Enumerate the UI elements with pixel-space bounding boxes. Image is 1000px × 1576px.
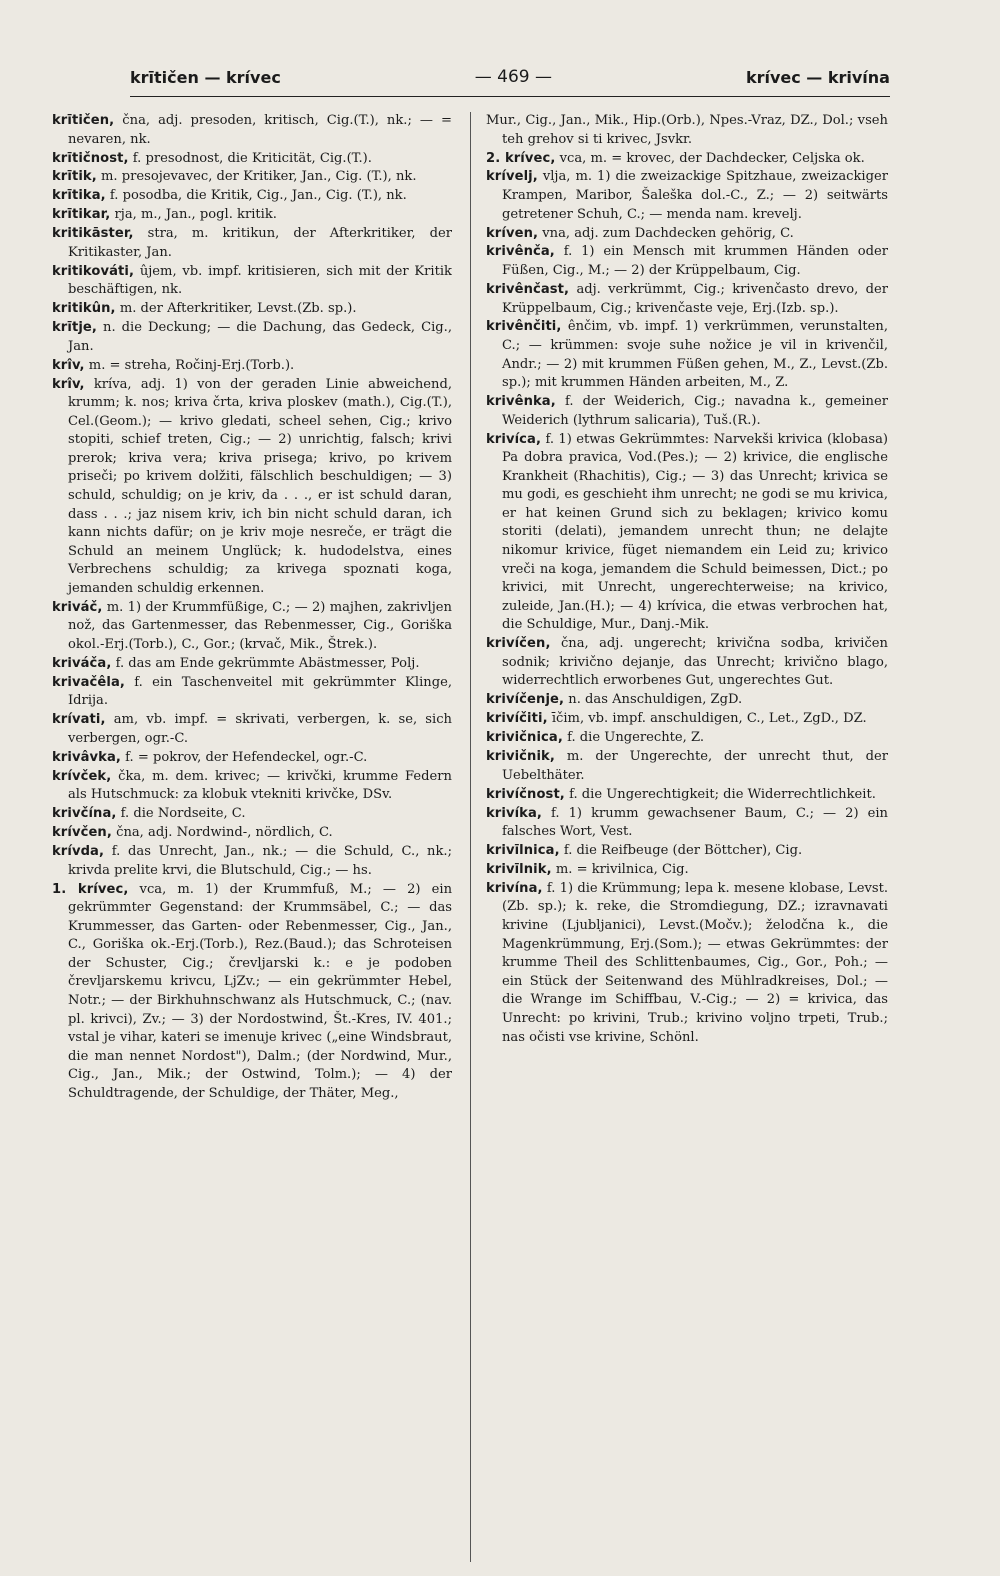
entry-headword: krivačêla, — [52, 674, 125, 690]
entry-headword: krivênčiti, — [486, 319, 562, 335]
dictionary-entry — [52, 168, 452, 187]
entry-headword: krîv, — [52, 376, 85, 392]
entry-definition: f. die Ungerechte, Z. — [567, 730, 705, 746]
dictionary-entry — [52, 768, 452, 805]
entry-definition: f. 1) ein Mensch mit krummen Händen oder Füßen, Cig., M.; — 2) der Krüppelbaum, Cig. — [502, 244, 888, 278]
entry-definition: f. presodnost, die Kriticität, Cig.(T.). — [132, 150, 372, 166]
entry-definition: m. = streha, Ročinj-Erj.(Torb.). — [88, 357, 295, 373]
entry-definition: kríva, adj. 1) von der geraden Linie abweichend, krumm; k. nos; kriva črta, kriva ploskev (math.), Cig.(T.), Cel.(Geom.); — krivo gledati, scheel sehen, Cig.; krivo stopiti, schief treten, Cig.; — 2) unrichtig, falsch; krivi prerok; kriva vera; kriva prisega; krivo, po krivem priseči; po krivem dolžiti, fälschlich beschuldigen; — 3) schuld, schuldig; on je kriv, da . . ., er ist schuld daran, dass . . .; jaz nisem kriv, ich bin nicht schuld daran, ich kann nichts dafür; on je kriv moje nesreče, er trägt die Schuld an meinem Unglück; k. hudodelstva, eines Verbrechens schuldig; za krivega spoznati koga, jemanden schuldig erkennen. — [68, 376, 452, 596]
dictionary-entry — [486, 150, 888, 169]
entry-headword: 2. krívec, — [486, 150, 556, 166]
entry-definition: n. das Anschuldigen, ZgD. — [568, 692, 743, 708]
entry-definition: ênčim, vb. impf. 1) verkrümmen, verunstalten, C.; — krümmen: svoje suhe nožice je vil in krivenčil, Andr.; — 2) mit krummen Füßen gehen, M., Z., Levst.(Zb. sp.); mit krummen Händen arbeiten, M., Z. — [502, 319, 888, 391]
dictionary-entry — [486, 635, 888, 691]
entry-headword: kritikûn, — [52, 301, 116, 317]
dictionary-entry — [52, 319, 452, 356]
entry-headword: 1. krívec, — [52, 881, 129, 897]
entry-definition: Mur., Cig., Jan., Mik., Hip.(Orb.), Npes.-Vraz, DZ., Dol.; vseh teh grehov si ti krivec, Jsvkr. — [486, 113, 888, 147]
dictionary-entry — [52, 112, 452, 149]
column-divider — [470, 112, 471, 1562]
entry-headword: krívčen, — [52, 825, 112, 841]
entry-definition: vca, m. 1) der Krummfuß, M.; — 2) ein gekrümmter Gegenstand: der Krummsäbel, C.; — das Krummesser, das Garten- oder Rebenmesser, Cig., Jan., C., Goriška ok.-Erj.(Torb.), Rez.(Baud.); das Schroteisen der Schuster, Cig.; črevljarski k.: e je podoben črevljarskemu krivcu, LjZv.; — ein gekrümmter Hebel, Notr.; — der Birkhuhnschwanz als Hutschmuck, C.; (nav. pl. krivci), Zv.; — 3) der Nordostwind, Št.-Kres, IV. 401.; vstal je vihar, kateri se imenuje krivec („eine Windsbraut, die man nennet Nordost"), Dalm.; (der Nordwind, Mur., Cig., Jan., Mik.; der Ostwind, Tolm.); — 4) der Schuldtragende, der Schuldige, der Thäter, Meg., — [68, 881, 452, 1101]
dictionary-entry — [52, 843, 452, 880]
entry-headword: krivičnik, — [486, 749, 555, 765]
entry-headword: kritikāster, — [52, 226, 134, 242]
entry-headword: krītika, — [52, 188, 106, 204]
dictionary-entry — [486, 805, 888, 842]
entry-definition: m. presojevavec, der Kritiker, Jan., Cig. (T.), nk. — [100, 169, 417, 185]
entry-definition: f. die Nordseite, C. — [120, 806, 246, 822]
entry-definition: f. posodba, die Kritik, Cig., Jan., Cig. (T.), nk. — [109, 188, 407, 204]
dictionary-entry — [486, 786, 888, 805]
entry-definition: f. 1) etwas Gekrümmtes: Narvekši krivica (klobasa) Pa dobra pravica, Vod.(Pes.); — 2) krivice, die englische Krankheit (Rhachitis), Cig.; — 3) das Unrecht; krivica se mu godi, es geschieht ihm unrecht; ne godi se mu krivica, er hat keinen Grund sich zu beklagen; krivico komu storiti (delati), jemandem unrecht thun; ne delajte nikomur krivice, füget niemandem ein Leid zu; krivico vreči na koga, jemandem die Schuld beimessen, Dict.; po krivici, mit Unrecht, ungerechterweise; na krivico, zuleide, Jan.(H.); — 4) krívica, die etwas verbrochen hat, die Schuldige, Mur., Danj.-Mik. — [502, 431, 888, 633]
entry-headword: kríven, — [486, 225, 539, 241]
dictionary-entry — [52, 824, 452, 843]
entry-headword: krītje, — [52, 320, 97, 336]
entry-definition: adj. verkrümmt, Cig.; krivenčasto drevo, der Krüppelbaum, Cig.; krivenčaste veje, Erj.(Izb. sp.). — [502, 281, 888, 316]
entry-headword: krivíčen, — [486, 636, 551, 652]
entry-definition: f. die Reifbeuge (der Böttcher), Cig. — [563, 843, 803, 859]
entry-headword: krívda, — [52, 844, 105, 860]
entry-headword: krītikar, — [52, 207, 111, 223]
entry-definition: rja, m., Jan., pogl. kritik. — [114, 207, 277, 223]
entry-headword: krivčína, — [52, 806, 117, 822]
entry-headword: krivíka, — [486, 805, 542, 821]
running-header — [130, 60, 890, 94]
header-left-guidewords: krītičen — krívec — [130, 67, 281, 87]
entry-definition: f. 1) die Krümmung; lepa k. mesene klobase, Levst.(Zb. sp.); k. reke, die Stromdiegung, DZ.; izravnavati krivine (Ljubljanici), Levst.(Močv.); želodčna k., die Magenkrümmung, Erj.(Som.); — etwas Gekrümmtes: der krumme Theil des Schlittenbaumes, Cig., Gor., Poh.; — ein Stück der Seitenwand des Mühlradkreises, Dol.; — die Wrange im Schiffbau, V.-Cig.; — 2) = krivica, das Unrecht: po krivini, Trub.; krivino voljno trpeti, Trub.; nas očisti vse krivine, Schönl. — [502, 880, 888, 1045]
dictionary-entry — [486, 168, 888, 224]
entry-definition: ûjem, vb. impf. kritisieren, sich mit der Kritik beschäftigen, nk. — [68, 263, 452, 298]
dictionary-entry — [52, 599, 452, 655]
dictionary-entry — [52, 655, 452, 674]
dictionary-entry — [486, 243, 888, 280]
entry-definition: čna, adj. presoden, kritisch, Cig.(T.), nk.; — = nevaren, nk. — [68, 113, 452, 147]
entry-headword: krîv, — [52, 357, 85, 373]
dictionary-entry — [486, 710, 888, 729]
entry-headword: krivíčnost, — [486, 786, 565, 802]
entry-headword: krivênčast, — [486, 281, 570, 297]
entry-definition: m. = krivilnica, Cig. — [555, 861, 689, 877]
dictionary-entry — [486, 393, 888, 430]
entry-headword: krītičen, — [52, 113, 115, 128]
entry-headword: kritikováti, — [52, 263, 135, 279]
entry-headword: krívati, — [52, 712, 106, 728]
dictionary-entry — [52, 357, 452, 376]
entry-definition: f. die Ungerechtigkeit; die Widerrechtlichkeit. — [569, 786, 876, 802]
entry-definition: f. = pokrov, der Hefendeckel, ogr.-C. — [125, 749, 368, 765]
dictionary-entry — [486, 729, 888, 748]
entry-definition: čka, m. dem. krivec; — krivčki, krumme Federn als Hutschmuck: za klobuk vtekniti krivčke, DSv. — [68, 768, 452, 803]
dictionary-entry — [52, 376, 452, 599]
entry-headword: krivína, — [486, 880, 543, 896]
dictionary-entry — [52, 206, 452, 225]
entry-headword: krītik, — [52, 169, 97, 185]
entry-headword: krivičnica, — [486, 730, 563, 746]
entry-headword: krivênča, — [486, 244, 555, 260]
entry-definition: stra, m. kritikun, der Afterkritiker, der Kritikaster, Jan. — [68, 226, 452, 260]
dictionary-entry — [486, 691, 888, 710]
header-right-guidewords: krívec — krivína — [745, 67, 890, 87]
entry-headword: krivâvka, — [52, 749, 121, 765]
dictionary-entry — [486, 431, 888, 635]
dictionary-entry — [486, 880, 888, 1047]
entry-definition: vca, m. = krovec, der Dachdecker, Celjska ok. — [559, 150, 865, 166]
entry-definition: vlja, m. 1) die zweizackige Spitzhaue, zweizackiger Krampen, Maribor, Šaleška dol.-C., Z.; — 2) seitwärts getretener Schuh, C.; — menda nam. krevelj. — [502, 169, 888, 222]
entry-definition: m. der Ungerechte, der unrecht thut, der Uebelthäter. — [502, 749, 888, 783]
dictionary-entry — [52, 263, 452, 300]
dictionary-entry — [52, 300, 452, 319]
dictionary-entry — [52, 711, 452, 748]
header-rule — [130, 96, 890, 97]
entry-headword: krītičnost, — [52, 150, 129, 166]
entry-definition: f. ein Taschenveitel mit gekrümmter Klinge, Idrija. — [68, 674, 452, 709]
entry-definition: čna, adj. ungerecht; krivična sodba, krivičen sodnik; krivično dejanje, das Unrecht; krivično blago, widerrechtlich erworbenes Gut, ungerechtes Gut. — [502, 636, 888, 689]
dictionary-entry — [52, 187, 452, 206]
entry-headword: krivíčenje, — [486, 692, 565, 708]
dictionary-entry — [486, 861, 888, 880]
entry-headword: krivíca, — [486, 431, 542, 447]
dictionary-entry — [486, 842, 888, 861]
entry-definition: f. der Weiderich, Cig.; navadna k., gemeiner Weiderich (lythrum salicaria), Tuš.(R.). — [502, 394, 888, 428]
dictionary-entry — [52, 881, 452, 1104]
entry-definition: čna, adj. Nordwind-, nördlich, C. — [116, 825, 333, 841]
dictionary-entry — [52, 749, 452, 768]
dictionary-entry — [486, 112, 888, 149]
entry-headword: krivênka, — [486, 394, 556, 410]
entry-headword: krivíčiti, — [486, 711, 548, 727]
entry-headword: krivīlnik, — [486, 861, 552, 877]
entry-headword: kriváča, — [52, 655, 112, 671]
entry-definition: f. 1) krumm gewachsener Baum, C.; — 2) ein falsches Wort, Vest. — [502, 805, 888, 840]
dictionary-entry — [52, 225, 452, 262]
entry-definition: vna, adj. zum Dachdecken gehörig, C. — [542, 225, 794, 241]
dictionary-entry — [486, 225, 888, 244]
right-column — [486, 112, 888, 1560]
entry-headword: krívček, — [52, 768, 112, 784]
dictionary-entry — [52, 674, 452, 711]
entry-definition: m. der Afterkritiker, Levst.(Zb. sp.). — [119, 301, 357, 317]
entry-headword: kriváč, — [52, 599, 103, 615]
dictionary-entry — [486, 318, 888, 392]
entry-definition: m. 1) der Krummfüßige, C.; — 2) majhen, zakrivljen nož, das Gartenmesser, das Rebenmesser, Cig., Goriška okol.-Erj.(Torb.), C., Gor.; (krvač, Mik., Štrek.). — [68, 599, 452, 652]
entry-headword: krívelj, — [486, 169, 538, 185]
dictionary-entry — [486, 748, 888, 785]
dictionary-entry — [486, 281, 888, 318]
dictionary-entry — [52, 150, 452, 169]
entry-definition: am, vb. impf. = skrivati, verbergen, k. se, sich verbergen, ogr.-C. — [68, 712, 452, 746]
entry-definition: f. das Unrecht, Jan., nk.; — die Schuld, C., nk.; krivda prelite krvi, die Blutschuld, Cig.; — hs. — [68, 844, 452, 878]
left-column — [52, 112, 452, 1560]
entry-headword: krivīlnica, — [486, 843, 560, 859]
dictionary-entry — [52, 805, 452, 824]
page-number: — 469 — — [474, 67, 552, 87]
entry-definition: f. das am Ende gekrümmte Abästmesser, Polj. — [115, 655, 420, 671]
entry-definition: n. die Deckung; — die Dachung, das Gedeck, Cig., Jan. — [68, 320, 452, 354]
entry-definition: īčim, vb. impf. anschuldigen, C., Let., ZgD., DZ. — [551, 711, 867, 727]
